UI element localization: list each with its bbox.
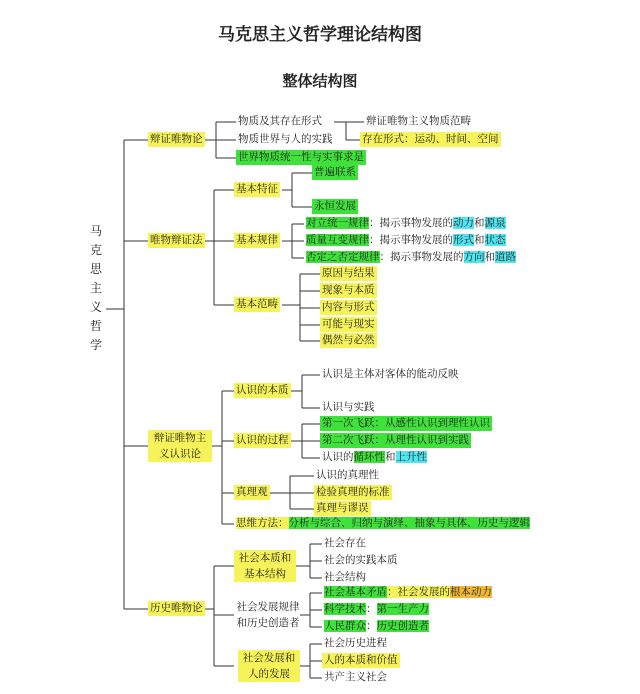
law-desc: ：揭示事物发展的 (379, 251, 464, 263)
category-item: 原因与结果 (322, 267, 375, 279)
truth-item: 检验真理的标准 (316, 486, 390, 498)
node-basic-features: 基本特征 (236, 183, 278, 195)
law-unity-of-opposites (304, 216, 508, 231)
contradiction-c: 根本动力 (450, 586, 492, 598)
node-basic-categories: 基本范畴 (236, 298, 278, 310)
society-item: 社会结构 (324, 571, 366, 583)
law-name: 对立统一规律 (306, 217, 369, 229)
feature-universal-connection: 普遍联系 (314, 166, 356, 178)
thinking-label: 思维方法： (236, 517, 289, 529)
law-key2: 道路 (495, 251, 516, 263)
node-dev-human: 社会发展和人的发展 (238, 650, 300, 682)
scitech-a: 科学技术 (324, 603, 366, 615)
law-key2: 状态 (484, 234, 506, 246)
cycle-key2: 上升性 (395, 451, 427, 463)
branch-historical-materialism: 历史唯物论 (150, 602, 203, 614)
root-node: 马 克 思 主 义 哲 学 (89, 224, 102, 352)
node-world-practice: 物质世界与人的实践 (238, 133, 333, 145)
cycle-key1: 循环性 (353, 451, 385, 463)
contradiction-b: ：社会发展的 (387, 586, 450, 598)
process-cycle (320, 450, 429, 465)
branch-epistemology: 辩证唯物主义认识论 (148, 430, 212, 462)
node-truth-view: 真理观 (236, 486, 268, 498)
scitech-b: ： (366, 603, 377, 615)
node-existence-forms: 存在形式：运动、时间、空间 (362, 133, 499, 145)
law-negation-of-negation (304, 250, 518, 265)
thinking-methods-list: 分析与综合、归纳与演绎、抽象与具体、历史与逻辑 (288, 517, 530, 529)
branch-dialectical-materialism: 辩证唯物论 (150, 133, 203, 145)
law-quantity-quality (304, 233, 508, 248)
society-item: 社会的实践本质 (324, 554, 398, 566)
page-subtitle: 整体结构图 (282, 72, 358, 90)
node-cognition-essence: 认识的本质 (236, 384, 289, 396)
contradiction-a: 社会基本矛盾 (324, 586, 387, 598)
scitech-c: 第一生产力 (376, 603, 429, 615)
node-development-law: 社会发展规律和历史创造者 (236, 601, 300, 629)
process-first-leap: 第一次飞跃：从感性认识到理性认识 (322, 417, 490, 429)
essence-practice: 认识与实践 (322, 401, 375, 413)
law-key1: 形式 (453, 234, 474, 246)
law-basic-contradiction (322, 585, 494, 600)
node-world-unity: 世界物质统一性与实事求是 (238, 151, 364, 163)
law-sci-tech (322, 602, 431, 617)
law-desc: ：揭示事物发展的 (369, 217, 453, 229)
node-matter-category: 辩证唯物主义物质范畴 (366, 115, 471, 127)
category-item: 可能与现实 (322, 318, 375, 330)
law-mid: 和 (474, 234, 485, 246)
law-desc: ：揭示事物发展的 (369, 234, 453, 246)
truth-item: 真理与谬误 (316, 502, 369, 514)
feature-eternal-development: 永恒发展 (314, 200, 356, 212)
node-basic-laws: 基本规律 (236, 234, 278, 246)
law-key1: 方向 (463, 251, 485, 263)
society-item: 社会存在 (324, 537, 366, 549)
law-key1: 动力 (453, 217, 474, 229)
essence-reflection: 认识是主体对客体的能动反映 (322, 368, 459, 380)
category-item: 内容与形式 (322, 301, 375, 313)
cycle-mid: 和 (385, 451, 396, 463)
law-key2: 源泉 (484, 217, 506, 229)
cycle-pre: 认识的 (322, 451, 354, 463)
law-name: 质量互变规律 (306, 234, 369, 246)
node-society-essence: 社会本质和基本结构 (234, 550, 296, 582)
node-thinking-methods (234, 516, 532, 531)
masses-a: 人民群众 (324, 620, 366, 632)
law-name: 否定之否定规律 (306, 251, 380, 263)
masses-b: ： (366, 620, 377, 632)
node-matter-forms: 物质及其存在形式 (238, 115, 322, 127)
truth-item: 认识的真理性 (316, 469, 379, 481)
dev-item: 共产主义社会 (324, 671, 387, 683)
law-mid: 和 (484, 251, 495, 263)
dev-item: 人的本质和价值 (324, 654, 398, 666)
dev-item: 社会历史进程 (324, 637, 387, 649)
page-title: 马克思主义哲学理论结构图 (218, 25, 422, 45)
law-mid: 和 (474, 217, 485, 229)
process-second-leap: 第二次飞跃：从理性认识到实践 (322, 434, 469, 446)
branch-materialist-dialectics: 唯物辩证法 (150, 234, 203, 246)
masses-c: 历史创造者 (376, 620, 429, 632)
category-item: 偶然与必然 (322, 334, 375, 346)
law-masses (322, 619, 431, 634)
category-item: 现象与本质 (322, 284, 375, 296)
node-cognition-process: 认识的过程 (236, 434, 289, 446)
